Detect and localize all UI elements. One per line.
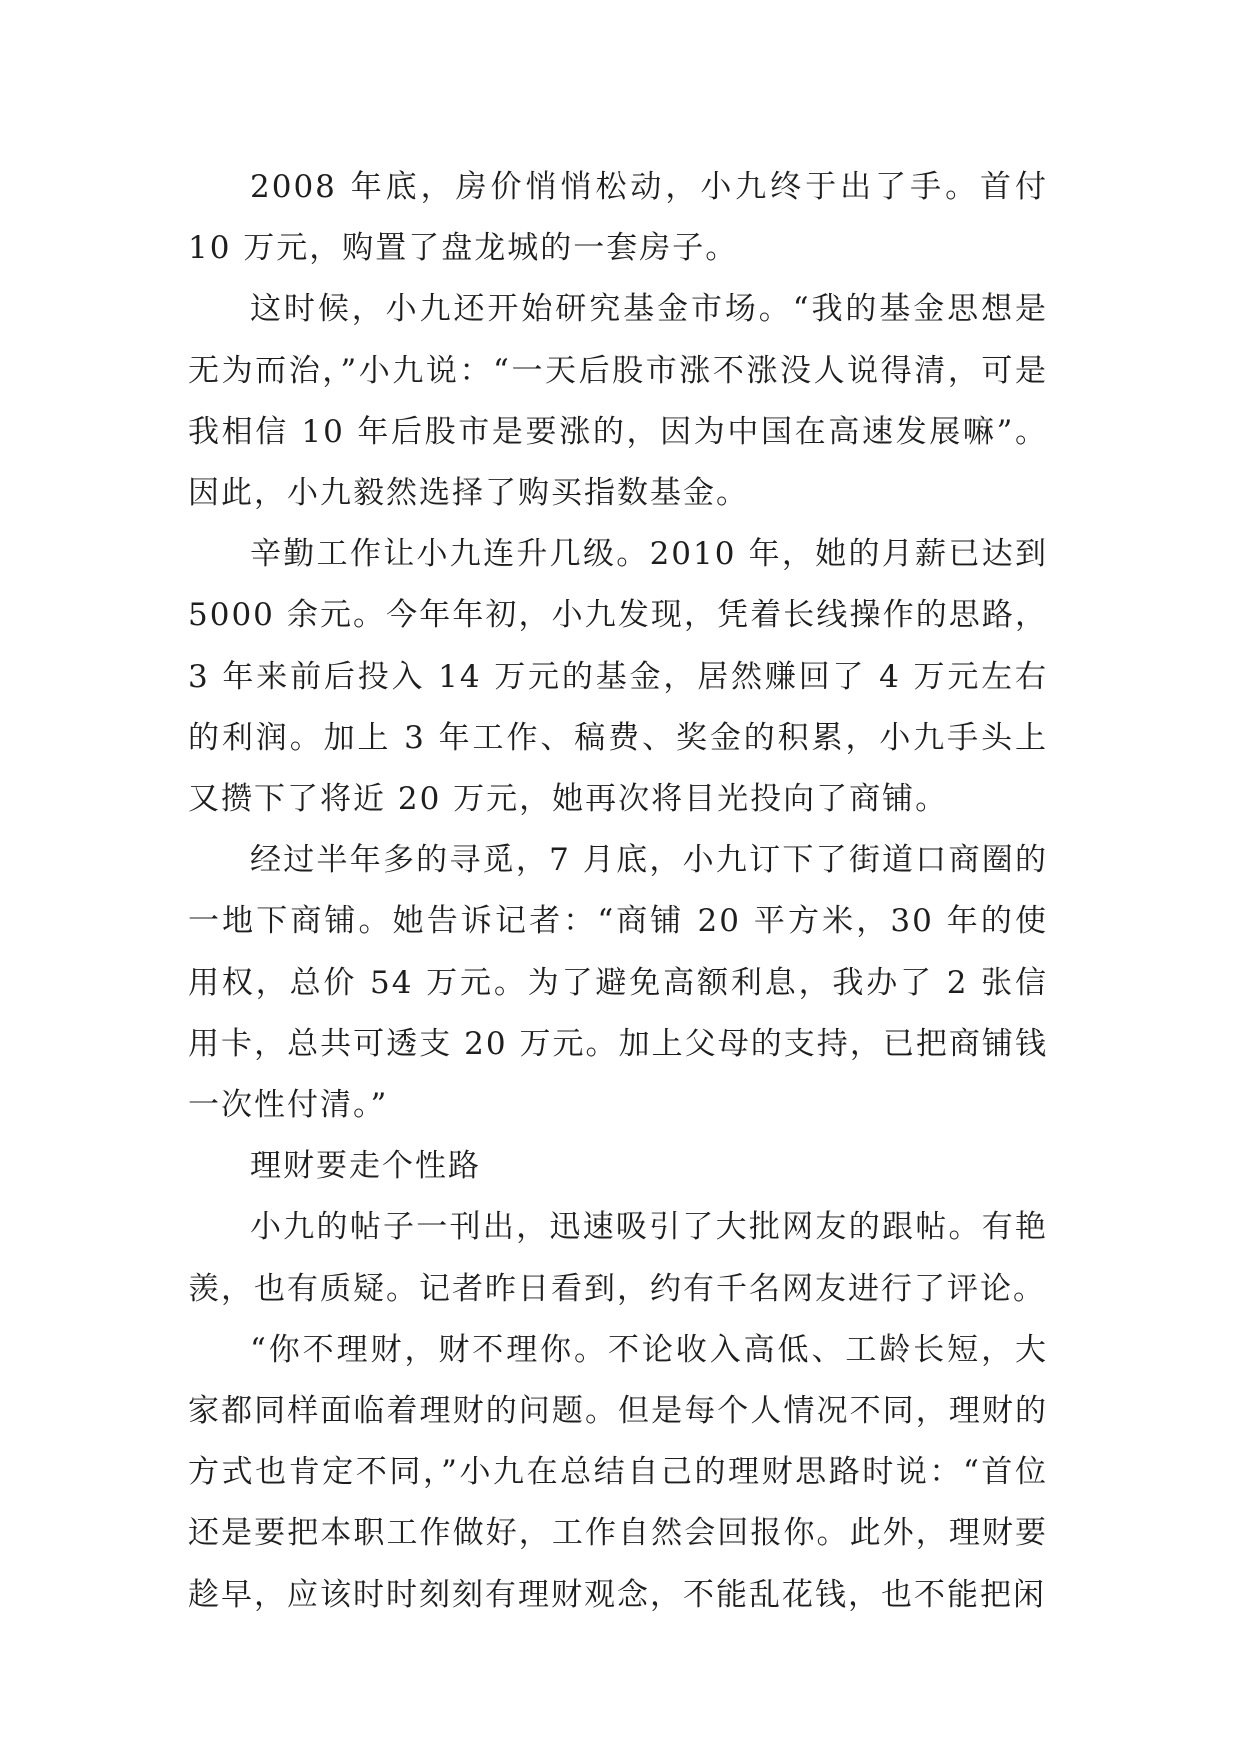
paragraph-fund-market: 这时候，小九还开始研究基金市场。“我的基金思想是无为而治，”小九说：“一天后股市涨不涨没人说得清，可是我相信 10 年后股市是要涨的，因为中国在高速发展嘛”。因此，小九毅然选择了购买指数基金。	[188, 291, 1048, 512]
section-heading: 理财要走个性路	[250, 1148, 481, 1185]
paragraph-salary-profit: 辛勤工作让小九连升几级。2010 年，她的月薪已达到 5000 余元。今年年初，小九发现，凭着长线操作的思路，3 年来前后投入 14 万元的基金，居然赚回了 4 万元左右的利润。加上 3 年工作、稿费、奖金的积累，小九手头上又攒下了将近 20 万元，她再次将目光投向了商铺。	[188, 536, 1048, 818]
paragraph-finance-advice: “你不理财，财不理你。不论收入高低、工龄长短，大家都同样面临着理财的问题。但是每个人情况不同，理财的方式也肯定不同，”小九在总结自己的理财思路时说：“首位还是要把本职工作做好，工作自然会回报你。此外，理财要趁早，应该时时刻刻有理财观念，不能乱花钱，也不能把闲	[188, 1331, 1048, 1613]
paragraph-shop-purchase: 经过半年多的寻觅，7 月底，小九订下了街道口商圈的一地下商铺。她告诉记者：“商铺 20 平方米，30 年的使用权，总价 54 万元。为了避免高额利息，我办了 2 张信用卡，总共可透支 20 万元。加上父母的支持，已把商铺钱一次性付清。”	[188, 842, 1048, 1124]
paragraph-netizen-response: 小九的帖子一刊出，迅速吸引了大批网友的跟帖。有艳羡，也有质疑。记者昨日看到，约有千名网友进行了评论。	[188, 1209, 1048, 1307]
paragraph-house-purchase: 2008 年底，房价悄悄松动，小九终于出了手。首付 10 万元，购置了盘龙城的一套房子。	[188, 169, 1048, 267]
article-body	[188, 157, 1048, 1626]
